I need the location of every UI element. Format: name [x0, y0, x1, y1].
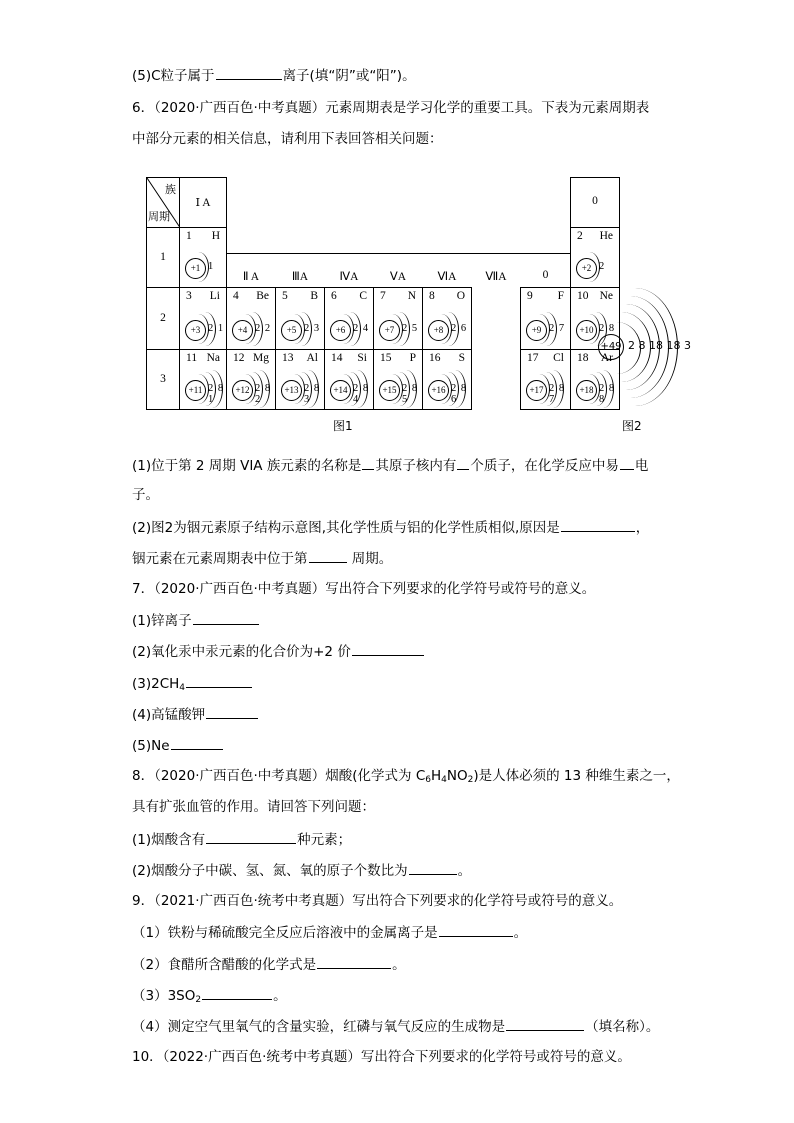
electron-shell-arc: [579, 252, 600, 282]
q6-sub1-blank-name[interactable]: [362, 455, 374, 470]
period-number: 1: [160, 250, 166, 263]
group-header-label: ⅤA: [389, 271, 407, 283]
indium-nucleus: +49: [598, 334, 624, 360]
q7-item-5-blank[interactable]: [171, 735, 223, 750]
q7-item-1: [132, 610, 260, 631]
shell-electrons: 2 1: [208, 323, 225, 334]
q7-item-4-text: (4)高锰酸钾: [132, 707, 206, 723]
q7-title: 7．（2020·广西百色·中考真题）写出符合下列要求的化学符号或符号的意义。: [132, 581, 596, 597]
nucleus-charge: +5: [281, 320, 302, 341]
group-header-label: ⅢA: [291, 271, 309, 283]
q9-sub3-blank[interactable]: [202, 985, 272, 1000]
group-header-IA: [179, 177, 227, 228]
atomic-number: 16: [429, 352, 441, 364]
nucleus-charge: +18: [576, 380, 597, 401]
element-cell-c: [324, 287, 374, 350]
q7-item-4: [132, 704, 259, 725]
electron-shell-arc: [536, 312, 557, 346]
atomic-number: 17: [527, 352, 539, 364]
q9-sub3-end: 。: [273, 988, 287, 1004]
q8-sub-o: 2: [467, 775, 474, 785]
element-cell-cl: [520, 349, 571, 410]
element-symbol: N: [407, 290, 416, 302]
nucleus-charge: +3: [185, 320, 206, 341]
q5-text-end: 离子(填“阴”或“阳”)。: [282, 68, 416, 84]
element-symbol: O: [456, 290, 465, 302]
element-cell-o: [422, 287, 472, 350]
figure2-caption: 图2: [622, 419, 642, 433]
nucleus-charge: +14: [330, 380, 351, 401]
element-symbol: S: [458, 352, 465, 364]
q8-sub1: [132, 829, 351, 850]
shell-electrons: 2 8 6: [451, 383, 468, 405]
period-label-2: [146, 287, 180, 350]
atomic-number: 4: [233, 290, 239, 302]
q9-sub1-end: 。: [513, 925, 528, 941]
nucleus-charge: +8: [428, 320, 449, 341]
q8-line2: 具有扩张血管的作用。请回答下列问题：: [132, 799, 375, 815]
atomic-number: 18: [577, 352, 589, 364]
electron-shell-arc: [347, 370, 368, 408]
electron-shell-arc: [438, 312, 459, 346]
q7-ch4-subscript: 4: [179, 683, 186, 693]
q6-sub2-comma: ，: [635, 520, 650, 536]
q8-title: [132, 766, 680, 786]
element-symbol: C: [359, 290, 367, 302]
atomic-number: 8: [429, 290, 435, 302]
group-header-0: [570, 177, 620, 228]
electron-shell-arc: [340, 312, 361, 346]
q9-sub2: [132, 954, 406, 975]
shell-electrons: 2 8 5: [402, 383, 419, 405]
element-symbol: Ne: [599, 290, 613, 302]
q6-sub1: [132, 455, 648, 476]
electron-shell-arc: [445, 370, 466, 408]
group-header-label: Ⅱ A: [242, 271, 260, 283]
q8-formula-no: NO: [446, 768, 468, 784]
q6-sub1-text: (1)位于第 2 周期 VIA 族元素的名称是: [132, 458, 362, 474]
q8-sub-c: 6: [425, 775, 431, 785]
q7-item-2-text: (2)氧化汞中汞元素的化合价为+2 价: [132, 644, 351, 660]
q7-item-1-text: (1)锌离子: [132, 613, 192, 629]
atomic-number: 6: [331, 290, 337, 302]
atomic-number: 3: [186, 290, 192, 302]
q6-sub2-text3: 周期。: [351, 551, 393, 567]
element-symbol: P: [409, 352, 416, 364]
group-header-label: 0: [542, 269, 549, 281]
element-cell-n: [373, 287, 423, 350]
q9-sub4-text2: （填名称）。: [585, 1019, 660, 1035]
q6-title-line2: 中部分元素的相关信息，请利用下表回答相关问题：: [132, 131, 443, 147]
q8-sub1-text2: 种元素；: [297, 832, 352, 848]
q6-sub1-text3: 个质子，在化学反应中易: [470, 458, 619, 474]
q9-sub1: [132, 922, 527, 943]
element-cell-li: [179, 287, 227, 350]
q8-formula-h: H: [431, 768, 442, 784]
element-symbol: Be: [256, 290, 269, 302]
element-cell-al: [275, 349, 325, 410]
nucleus-charge: +2: [576, 258, 597, 279]
element-symbol: H: [211, 230, 220, 242]
q9-sub2-blank[interactable]: [317, 954, 391, 969]
q9-sub4: [132, 1016, 659, 1037]
q6-sub2-text: (2)图2为铟元素原子结构示意图,其化学性质与铝的化学性质相似,原因是: [132, 520, 560, 536]
electron-shell-arc: [291, 312, 312, 346]
element-cell-f: [520, 287, 571, 350]
q6-sub2: [132, 517, 649, 538]
q9-sub2-text: （2）食醋所含醋酸的化学式是: [132, 957, 317, 973]
nucleus-charge: +10: [576, 320, 597, 341]
q8-sub1-text: (1)烟酸含有: [132, 832, 206, 848]
element-cell-b: [275, 287, 325, 350]
nucleus-charge: +1: [185, 258, 206, 279]
corner-group-label: 族: [165, 184, 176, 196]
q8-title-text2: )是人体必须的 13 种维生素之一，: [473, 768, 680, 784]
figure1-caption: 图1: [333, 419, 353, 433]
electron-shell-arc: [298, 370, 319, 408]
q6-title: 6．（2020·广西百色·中考真题）元素周期表是学习化学的重要工具。下表为元素周期表: [132, 100, 650, 116]
q8-title-text: 8．（2020·广西百色·中考真题）烟酸(化学式为 C: [132, 768, 426, 784]
q7-item-1-blank[interactable]: [193, 610, 259, 625]
element-symbol: Cl: [553, 352, 564, 364]
q8-sub-h: 4: [441, 775, 447, 785]
group-label: Ⅰ A: [195, 197, 211, 209]
shell-electrons: 2 3: [304, 323, 321, 334]
electron-shell-arc: [543, 370, 564, 408]
shell-electrons: 2 8 2: [255, 383, 272, 405]
q7-item-5-text: (5)Ne: [132, 738, 170, 754]
element-symbol: Al: [306, 352, 318, 364]
shell-electrons: 2 7: [549, 323, 566, 334]
q7-item-2-blank[interactable]: [352, 641, 424, 656]
group-label: 0: [592, 195, 598, 207]
table-corner: [146, 177, 180, 228]
q6-sub2-text2: 铟元素在元素周期表中位于第: [132, 551, 308, 567]
element-cell-si: [324, 349, 374, 410]
q8-sub2-text2: 。: [457, 863, 472, 879]
atomic-number: 10: [577, 290, 589, 302]
nucleus-charge: +16: [428, 380, 449, 401]
q6-sub1-blank-electrons[interactable]: [620, 455, 634, 470]
electron-shell-arc: [389, 312, 410, 346]
atomic-number: 7: [380, 290, 386, 302]
electron-shell-arc: [188, 252, 209, 282]
element-symbol: Na: [206, 352, 220, 364]
q5-line: [132, 65, 416, 86]
q8-sub2: [132, 860, 471, 881]
nucleus-charge: +12: [232, 380, 253, 401]
element-symbol: Si: [357, 352, 367, 364]
shell-electrons: 2 6: [451, 323, 468, 334]
nucleus-charge: +17: [526, 380, 547, 401]
atomic-number: 13: [282, 352, 294, 364]
period-label-1: [146, 227, 180, 288]
q9-sub3: [132, 985, 287, 1006]
q8-sub1-blank[interactable]: [206, 829, 296, 844]
q6-sub1-end: 子。: [132, 487, 159, 503]
group-header-band: [226, 253, 570, 254]
q9-sub4-text: （4）测定空气里氧气的含量实验，红磷与氧气反应的生成物是: [132, 1019, 506, 1035]
atomic-number: 9: [527, 290, 533, 302]
q7-item-3-text: (3)2CH: [132, 676, 180, 692]
nucleus-charge: +13: [281, 380, 302, 401]
shell-electrons: 2 4: [353, 323, 370, 334]
electron-shell-arc: [202, 370, 223, 408]
element-symbol: Li: [209, 290, 220, 302]
element-symbol: F: [557, 290, 564, 302]
element-symbol: Ar: [600, 352, 613, 364]
q7-item-3: [132, 673, 253, 694]
atomic-number: 15: [380, 352, 392, 364]
shell-electrons: 2 8 3: [304, 383, 321, 405]
q10-title: 10．（2022·广西百色·统考中考真题）写出符合下列要求的化学符号或符号的意义。: [132, 1049, 631, 1065]
period-number: 3: [160, 372, 166, 385]
q9-so2-subscript: 2: [195, 995, 202, 1005]
q6-sub2-line2: [132, 548, 392, 569]
nucleus-charge: +4: [232, 320, 253, 341]
element-symbol: He: [599, 230, 613, 242]
nucleus-charge: +9: [526, 320, 547, 341]
atomic-number: 1: [186, 230, 192, 242]
element-cell-s: [422, 349, 472, 410]
q5-answer-blank[interactable]: [216, 65, 282, 80]
shell-electrons: 1: [208, 261, 215, 272]
electron-shell-arc: [242, 312, 263, 346]
q9-sub4-blank[interactable]: [506, 1016, 584, 1031]
group-header-label: ⅦA: [485, 271, 507, 283]
element-cell-be: [226, 287, 276, 350]
q9-sub1-text: （1）铁粉与稀硫酸完全反应后溶液中的金属离子是: [132, 925, 438, 941]
shell-electrons: 2 8 7: [549, 383, 566, 405]
element-symbol: Mg: [253, 352, 269, 364]
q9-sub1-blank[interactable]: [439, 922, 513, 937]
shell-electrons: 2 5: [402, 323, 419, 334]
electron-shell-arc: [249, 370, 270, 408]
q7-item-5: [132, 735, 224, 756]
q5-text: (5)C粒子属于: [132, 68, 215, 84]
corner-period-label: 周期: [148, 211, 170, 223]
period-number: 2: [160, 311, 166, 324]
element-cell-mg: [226, 349, 276, 410]
q9-sub2-end: 。: [392, 957, 406, 973]
q6-sub2-blank-reason[interactable]: [561, 517, 635, 532]
q7-item-3-blank[interactable]: [186, 673, 252, 688]
q9-sub3-text: （3）3SO: [132, 988, 196, 1004]
shell-electrons: 2 8 1: [208, 383, 225, 405]
atomic-number: 5: [282, 290, 288, 302]
indium-shell-5: [592, 288, 678, 406]
indium-atom-diagram: [598, 292, 698, 402]
atomic-number: 2: [577, 230, 583, 242]
element-cell-h: [179, 227, 227, 288]
shell-electrons: 2: [599, 261, 606, 272]
nucleus-charge: +7: [379, 320, 400, 341]
electron-shell-arc: [195, 312, 216, 346]
shell-electrons: 2 8 8: [599, 383, 616, 405]
q9-title: 9．（2021·广西百色·统考中考真题）写出符合下列要求的化学符号或符号的意义。: [132, 893, 623, 909]
shell-electrons: 2 8: [599, 323, 616, 334]
period-label-3: [146, 349, 180, 410]
q7-item-2: [132, 641, 425, 662]
element-cell-na: [179, 349, 227, 410]
q6-sub1-text4: 电: [634, 458, 649, 474]
element-cell-he: [570, 227, 620, 288]
q8-sub2-text: (2)烟酸分子中碳、氢、氮、氧的原子个数比为: [132, 863, 408, 879]
atomic-number: 14: [331, 352, 343, 364]
q7-item-4-blank[interactable]: [206, 704, 258, 719]
shell-electrons: 2 8 4: [353, 383, 370, 405]
q6-sub2-blank-period[interactable]: [309, 548, 347, 563]
q6-sub1-blank-protons[interactable]: [457, 455, 469, 470]
nucleus-charge: +6: [330, 320, 351, 341]
q8-sub2-blank[interactable]: [409, 860, 457, 875]
electron-shell-arc: [396, 370, 417, 408]
nucleus-charge: +15: [379, 380, 400, 401]
indium-shell-electrons: 2 8 18 18 3: [628, 339, 691, 352]
element-cell-p: [373, 349, 423, 410]
group-header-label: ⅣA: [339, 271, 359, 283]
nucleus-charge: +11: [185, 380, 206, 401]
element-symbol: B: [310, 290, 318, 302]
atomic-number: 12: [233, 352, 245, 364]
group-header-label: ⅥA: [437, 271, 457, 283]
atomic-number: 11: [186, 352, 198, 364]
q6-sub1-text2: 其原子核内有: [375, 458, 457, 474]
shell-electrons: 2 2: [255, 323, 272, 334]
